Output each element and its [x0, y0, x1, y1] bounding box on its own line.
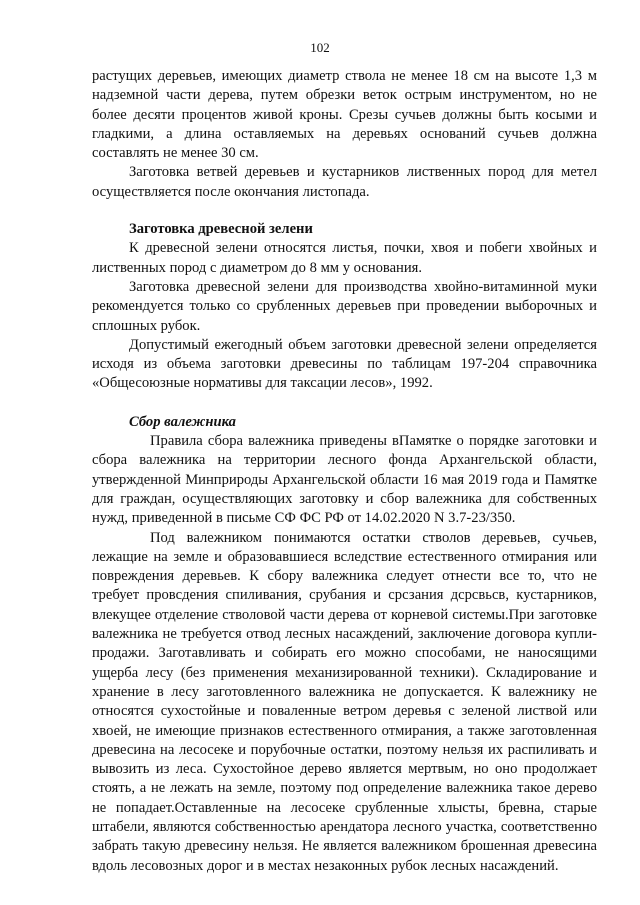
document-body: [92, 67, 597, 876]
paragraph-vitamin-flour: Заготовка древесной зелени для производства хвойно-витаминной муки рекомендуется только со срубленных деревьев при проведении выборочных и сплошных рубок.: [92, 278, 597, 334]
paragraph-broom-branches: Заготовка ветвей деревьев и кустарников лиственных пород для метел осуществляется после окончания листопада.: [92, 164, 597, 200]
paragraph-greenery-definition: К древесной зелени относятся листья, почки, хвоя и побеги хвойных и лиственных пород с диаметром до 8 мм у основания.: [92, 240, 597, 276]
page-number: 102: [310, 40, 330, 55]
section-heading-deadwood: Сбор валежника: [129, 413, 236, 430]
paragraph-deadwood-rules: Правила сбора валежника приведены вПамятке о порядке заготовки и сбора валежника на территории лесного фонда Архангельской области, утвержденной Минприроды Архангельской области 16 мая 2019 года и Памятке для граждан, осуществляющих заготовку и сбор валежника для собственных нужд, приведенной в письме СФ ФС РФ от 14.02.2020 N 3.7-23/350.: [92, 433, 597, 527]
paragraph-deadwood-definition: Под валежником понимаются остатки стволов деревьев, сучьев, лежащие на земле и образовавшиеся вследствие естественного отмирания или повреждения деревьев. К сбору валежника следует отнести все то, что не требует провсдения спиливания, срубания и срсзания дсрсвьсв, кустарников, влекущее отделение стволовой части дерева от корневой системы.При заготовке валежника не требуется отвод лесных насаждений, заключение договора купли-продажи. Заготавливать и собирать его можно способами, не наносящими ущерба лесу (без применения механизированной техники). Складирование и хранение в лесу заготовленного валежника не допускается. К валежнику не относятся сухостойные и поваленные ветром деревья с зеленой листвой или хвоей, не имеющие признаков естественного отмирания, а также заготовленная древесина на лесосеке и порубочные остатки, поэтому нельзя их распиливать и вывозить из леса. Сухостойное дерево является мертвым, но оно продолжает стоять, а не лежать на земле, поэтому под определение валежника такое дерево не попадает.Оставленные на лесосеке срубленные хлысты, бревна, старые штабели, являются собственностью арендатора лесного участка, соответственно забрать такую древесину нельзя. Не является валежником брошенная древесина вдоль лесовозных дорог и в местах незаконных рубок лесных насаждений.: [92, 529, 597, 874]
paragraph-annual-volume: Допустимый ежегодный объем заготовки древесной зелени определяется исходя из объема заготовки древесины по таблицам 197-204 справочника «Общесоюзные нормативы для таксации лесов», 1992.: [92, 336, 597, 392]
spacer: [92, 394, 597, 413]
spacer: [92, 202, 597, 220]
section-heading-greenery: Заготовка древесной зелени: [129, 221, 313, 238]
paragraph-tree-pruning: растущих деревьев, имеющих диаметр ствола не менее 18 см на высоте 1,3 м надземной части дерева, путем обрезки веток острым инструментом, но не более десяти процентов живой кроны. Срезы сучьев должны быть косыми и гладкими, а длина оставляемых на деревьях оснований сучьев должна составлять не менее 30 см.: [92, 68, 597, 162]
